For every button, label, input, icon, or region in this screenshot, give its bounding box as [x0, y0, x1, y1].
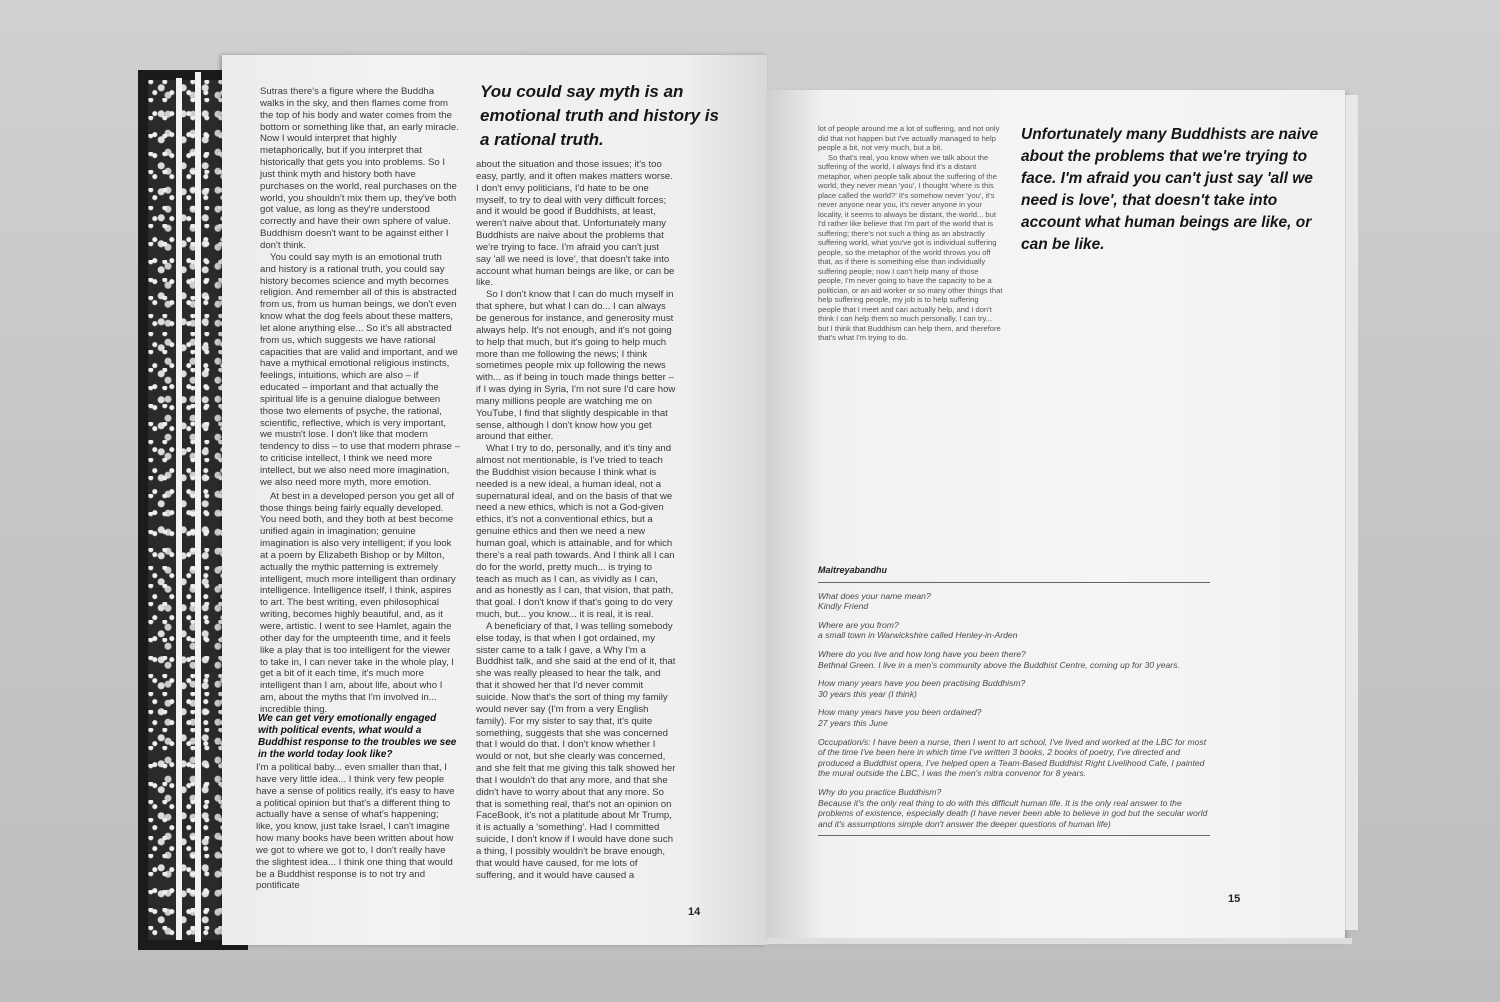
- profile-qa: [818, 649, 1210, 670]
- qa-answer: 27 years this June: [818, 717, 888, 728]
- qa-question: Where do you live and how long have you been there?: [818, 648, 1026, 659]
- right-page-edge: [1345, 95, 1358, 930]
- left-column-1-continued: I'm a political baby... even smaller than that, I have very little idea... I think very few people have a sense of politics really, it's easy to have a political opinion but that's a different thing to actually have a sense of what's happening; like, you know, just take Israel, I can't imagine how many books have been written about how we got to where we got to, I don't really have the slightest idea... I think one thing that would be a Buddhist response is to not try and pontificate: [256, 762, 455, 892]
- left-column-2: [476, 159, 676, 881]
- profile-qa: [818, 620, 1210, 641]
- profile-qa: [818, 707, 1210, 728]
- qa-answer: 30 years this year (I think): [818, 688, 917, 699]
- page-edge: [176, 78, 182, 940]
- profile-qa: [818, 737, 1210, 779]
- profile-box: [818, 565, 1210, 836]
- paragraph: about the situation and those issues; it's too easy, partly, and it often makes matters worse. I don't envy politicians, I'd hate to be one myself, to try to deal with very difficult forces; and it would be good if Buddhists, at least, weren't naive about that. Unfortunately many Buddhists are naive about the problems that we're trying to face. I'm afraid you can't just say 'all we need is love', that doesn't take into account what human beings are like, or can be like.: [476, 159, 675, 289]
- right-column: [818, 124, 1003, 343]
- qa-question: Where are you from?: [818, 619, 899, 630]
- qa-question: How many years have you been ordained?: [818, 707, 982, 718]
- qa-question: How many years have you been practising Buddhism?: [818, 678, 1026, 689]
- paragraph: What I try to do, personally, and it's tiny and almost not mentionable, is I've tried to teach the Buddhist vision because I think what is needed is a new ideal, a human ideal, not a supernatural ideal, and on the basis of that we need a new ethics, which is not a God-given ethics, it's not a conventional ethics, but a genuine ethics and then we need a new human goal, which is attainable, and for which there's a real path towards. And I think all I can do for the world, pretty much... is trying to teach as much as I can, as vividly as I can, and as honestly as I can, that vision, that path, that goal. I don't know if that's going to do very much, but... you know... it is real, it is real.: [476, 443, 675, 621]
- qa-answer: Kindly Friend: [818, 601, 869, 612]
- profile-qa: [818, 678, 1210, 699]
- paragraph: You could say myth is an emotional truth and history is a rational truth, you could say history becomes science and myth becomes religion. And remember all of this is abstracted from us, from us human beings, we don't even know what the dog feels about these matters, let alone anything else... So it's all abstracted from us, which suggests we have rational capacities that are valid and important, and we have a mythical emotional religious instincts, feelings, intuitions, which are also – if educated – important and that actually the spiritual life is a genuine dialogue between those two elements of psyche, the rational, scientific, reflective, which is very important, we mustn't lose. I don't like that modern tendency to diss – to use that modern phrase – to criticise intellect, I think we need more intellect, but we also need more imagination, we also need more myth, more emotion.: [260, 251, 460, 488]
- left-column-1: [260, 86, 460, 716]
- page-edge: [195, 72, 201, 942]
- page-number: 14: [688, 906, 701, 918]
- profile-qa: [818, 591, 1210, 612]
- pull-quote: Unfortunately many Buddhists are naive about the problems that we're trying to face. I'm afraid you can't just say 'all we need is love', that doesn't take into account what human beings are like, or can be like.: [1021, 126, 1319, 253]
- bottom-page-edge: [767, 938, 1352, 944]
- paragraph: Sutras there's a figure where the Buddha walks in the sky, and then flames come from the top of his body and water comes from the bottom or something like that, an early miracle. Now I would interpret that highly metaphorically, but if you interpret that historically that gets you into problems. So I just think myth and history both have purchases on the world, real purchases on the world, you shouldn't mix them up, they've both got value, as long as they're understood correctly and have their own sphere of value. Buddhism doesn't want to be against either I don't think.: [260, 86, 459, 251]
- profile-name: Maitreyabandhu: [818, 565, 1210, 583]
- pull-quote: You could say myth is an emotional truth and history is a rational truth.: [480, 82, 719, 149]
- paragraph: So I don't know that I can do much myself in that sphere, but what I can do... I can always be generous for instance, and generosity must always help. It's not enough, and it's not going to help that much, but it's going to help much more than me following the news; I think sometimes people mix up following the news with... as if being in touch made things better – if I was dying in Syria, I'm not sure I'd care how many millions people are watching me on YouTube, I find that slightly despicable in that sense, although I don't know how you get around that either.: [476, 289, 676, 443]
- qa-answer: a small town in Warwickshire called Henley-in-Arden: [818, 630, 1018, 641]
- paragraph: A beneficiary of that, I was telling somebody else today, is that when I got ordained, my sister came to a talk I gave, a Why I'm a Buddhist talk, and she said at the end of it, that she was really pleased to hear the talk, and that it showed her that I'd never commit suicide. Now that's the sort of thing my family would never say (I'm from a very English family). For my sister to say that, it's quite something, suggests that she was concerned that I would do that. I don't know whether I would or not, but she clearly was concerned, and she felt that me giving this talk showed her that I wouldn't do that any more, and that she didn't have to worry about that any more. So that is something real, that's not an opinion on FaceBook, it's not a platitude about Mr Trump, it is actually a 'something'. Had I committed suicide, I don't know if I would have done such a thing, I possibly wouldn't be brave enough, that would have caused, for me lots of suffering, and it would have caused a: [476, 620, 676, 881]
- qa-question: What does your name mean?: [818, 590, 931, 601]
- paragraph: At best in a developed person you get all of those things being fairly equally developed. You need both, and they both at best become unified again in imagination; genuine imagination is also very intelligent; if you look at a poem by Elizabeth Bishop or by Milton, actually the mythic patterning is extremely intelligent, much more intelligent than ordinary intelligence. Intelligence itself, I think, aspires to art. The best writing, even philosophical writing, becomes highly beautiful, and, as it were, artistic. I went to see Hamlet, again the other day for the umpteenth time, and it feels like a play that is too intelligent for the viewer to take in, I can never take in the whole play, I get a bit of it each time, it's much more intelligent than I am, about life, about who I am, about the myths that I'm involved in... incredible thing.: [260, 490, 456, 715]
- paragraph: So that's real, you know when we talk about the suffering of the world, I always find it's a distant metaphor, when people talk about the suffering of the world, they never mean 'you', I thought 'where is this place called the world?' It's somehow never 'you', it's never anyone near you, it's never anyone in your locality, it seems to always be distant, the world... but I'd rather like believe that I'm part of the world that is suffering; there's not such a thing as an abstractly suffering world, what you've got is individual suffering people, so the metaphor of the world throws you off that, as if there is something else than individually suffering people; now I can't help many of those people, I'm never going to have the capacity to be a politician, or an aid worker or so many other things that help suffering people, my job is to help suffering people that I meet and can actually help, and I don't think I can help them so much personally, I can try... but I think that Buddhism can help them, and therefore that's what I'm trying to do.: [818, 152, 1003, 342]
- divider: [818, 835, 1210, 836]
- interview-question: We can get very emotionally engaged with political events, what would a Buddhist response to the troubles we see in the world today look like?: [258, 713, 457, 760]
- qa-question: Why do you practice Buddhism?: [818, 786, 942, 797]
- page-number: 15: [1228, 893, 1241, 905]
- profile-qa: [818, 787, 1210, 829]
- qa-answer: Because it's the only real thing to do with this difficult human life. It is the only real answer to the problems of existence, especially death (I have never been able to believe in god but the secular world and it's assumptions simple don't answer the deeper questions of human life): [818, 797, 1208, 829]
- qa-answer: Bethnal Green. I live in a men's community above the Buddhist Centre, coming up for 30 years.: [818, 659, 1180, 670]
- paragraph: lot of people around me a lot of suffering, and not only did that not happen but I've actually managed to help people a bit, not very much, but a bit.: [818, 124, 1000, 152]
- qa-question: Occupation/s: I have been a nurse, then I went to art school, I've lived and worked at the LBC for most of the time I've been here in which time I've written 3 books, 2 books of poetry, I've directed and produced a Buddhist opera, I've helped open a Team-Based Buddhist Right Livelihood Cafe, I painted the mural outside the LBC, I was the men's mitra convenor for 8 years.: [818, 736, 1207, 779]
